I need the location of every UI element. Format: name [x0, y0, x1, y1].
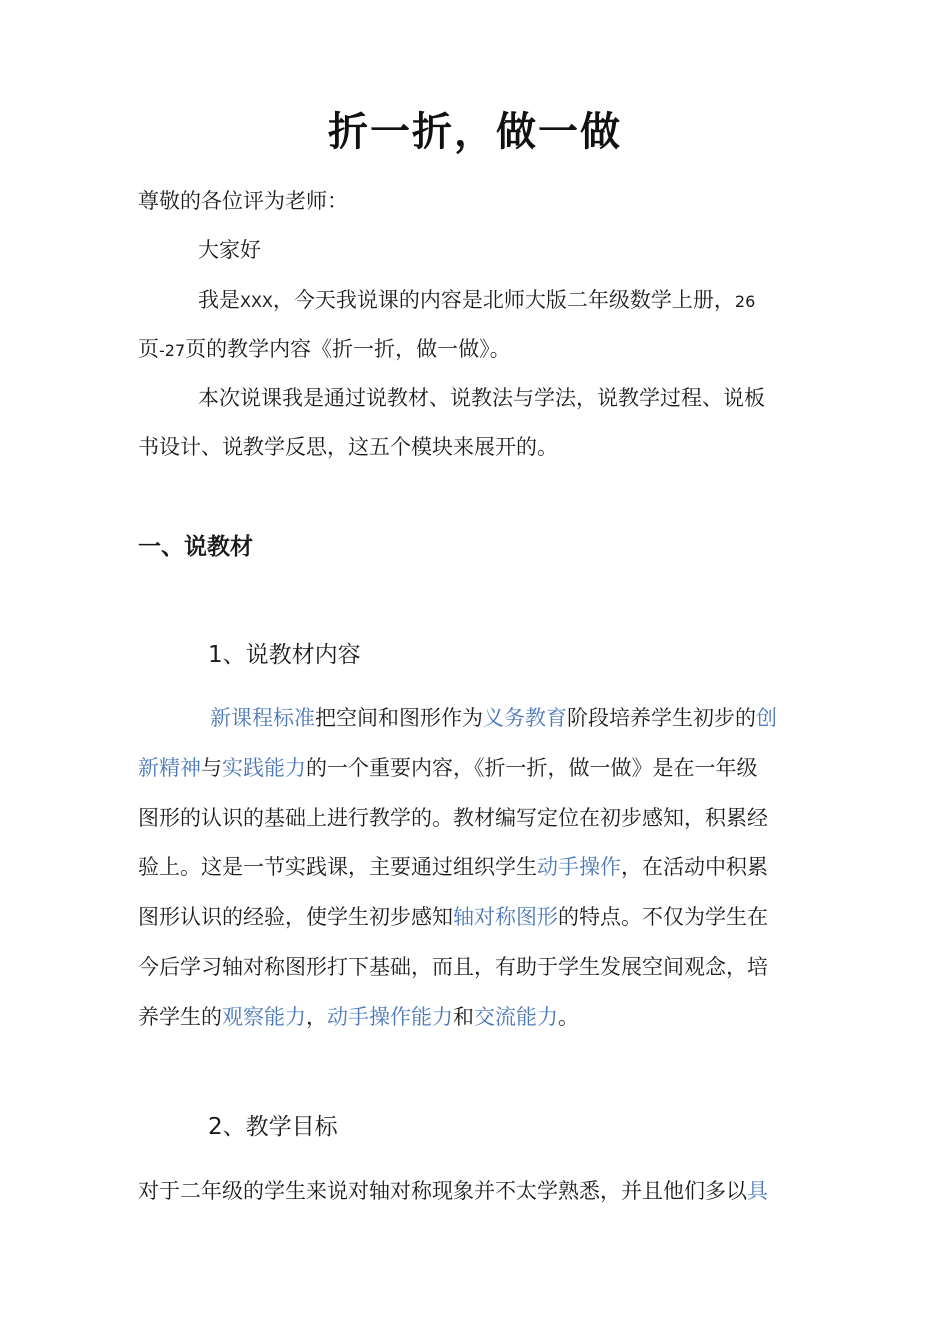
- para-text: 图形认识的经验，使学生初步感知: [138, 905, 453, 929]
- intro-line-2: [138, 334, 511, 366]
- para-line-3: 图形的认识的基础上进行教学的。教材编写定位在初步感知，积累经: [138, 806, 768, 830]
- term-link[interactable]: 具: [747, 1179, 768, 1203]
- para-text: 对于二年级的学生来说对轴对称现象并不太学熟悉，并且他们多以: [138, 1179, 747, 1203]
- document-title: 折一折，做一做: [328, 109, 622, 155]
- section-heading: 一、说教材: [138, 534, 253, 560]
- goal-line-1: [138, 1176, 768, 1206]
- para-text: 的一个重要内容，《折一折，做一做》是在一年级: [306, 756, 758, 780]
- term-link[interactable]: 轴对称图形: [453, 905, 558, 929]
- para-line-4: [138, 852, 768, 882]
- intro-text: 我是: [198, 288, 240, 312]
- para-text: ，在活动中积累: [621, 855, 768, 879]
- subsection-heading: 2、教学目标: [208, 1114, 338, 1140]
- intro-line-1: [198, 285, 755, 317]
- term-link[interactable]: 动手操作能力: [327, 1005, 453, 1029]
- term-link[interactable]: 实践能力: [222, 756, 306, 780]
- intro-text: 页: [138, 337, 159, 361]
- subsection-heading: 1、说教材内容: [208, 642, 361, 668]
- intro-page-start: 26: [734, 292, 756, 311]
- para-text: 验上。这是一节实践课，主要通过组织学生: [138, 855, 537, 879]
- plan-line-2: 书设计、说教学反思，这五个模块来展开的。: [138, 435, 558, 459]
- term-link[interactable]: 创: [756, 706, 777, 730]
- para-text: ，: [306, 1005, 327, 1029]
- intro-text: ，今天我说课的内容是北师大版二年级数学上册，: [272, 288, 735, 312]
- term-link[interactable]: 动手操作: [537, 855, 621, 879]
- para-text: 的特点。不仅为学生在: [558, 905, 768, 929]
- para-text: 阶段培养学生初步的: [567, 706, 756, 730]
- plan-line-1: 本次说课我是通过说教材、说教法与学法，说教学过程、说板: [198, 386, 765, 410]
- term-link[interactable]: 观察能力: [222, 1005, 306, 1029]
- term-link[interactable]: 新精神: [138, 756, 201, 780]
- greeting-line: 尊敬的各位评为老师：: [138, 189, 348, 213]
- para-text: 养学生的: [138, 1005, 222, 1029]
- hello-line: 大家好: [198, 238, 261, 262]
- para-text: 。: [558, 1005, 579, 1029]
- para-line-5: [138, 902, 768, 932]
- para-line-7: [138, 1002, 579, 1032]
- para-line-2: [138, 753, 758, 783]
- intro-name: XXX: [240, 292, 273, 311]
- para-text: 和: [453, 1005, 474, 1029]
- intro-text: 页的教学内容《折一折，做一做》。: [185, 337, 511, 361]
- term-link[interactable]: 交流能力: [474, 1005, 558, 1029]
- para-line-1: [210, 703, 777, 733]
- para-text: 与: [201, 756, 222, 780]
- term-link[interactable]: 义务教育: [483, 706, 567, 730]
- term-link[interactable]: 新课程标准: [210, 706, 315, 730]
- para-line-6: 今后学习轴对称图形打下基础，而且，有助于学生发展空间观念，培: [138, 955, 768, 979]
- intro-page-end: -27: [159, 341, 186, 360]
- para-text: 把空间和图形作为: [315, 706, 483, 730]
